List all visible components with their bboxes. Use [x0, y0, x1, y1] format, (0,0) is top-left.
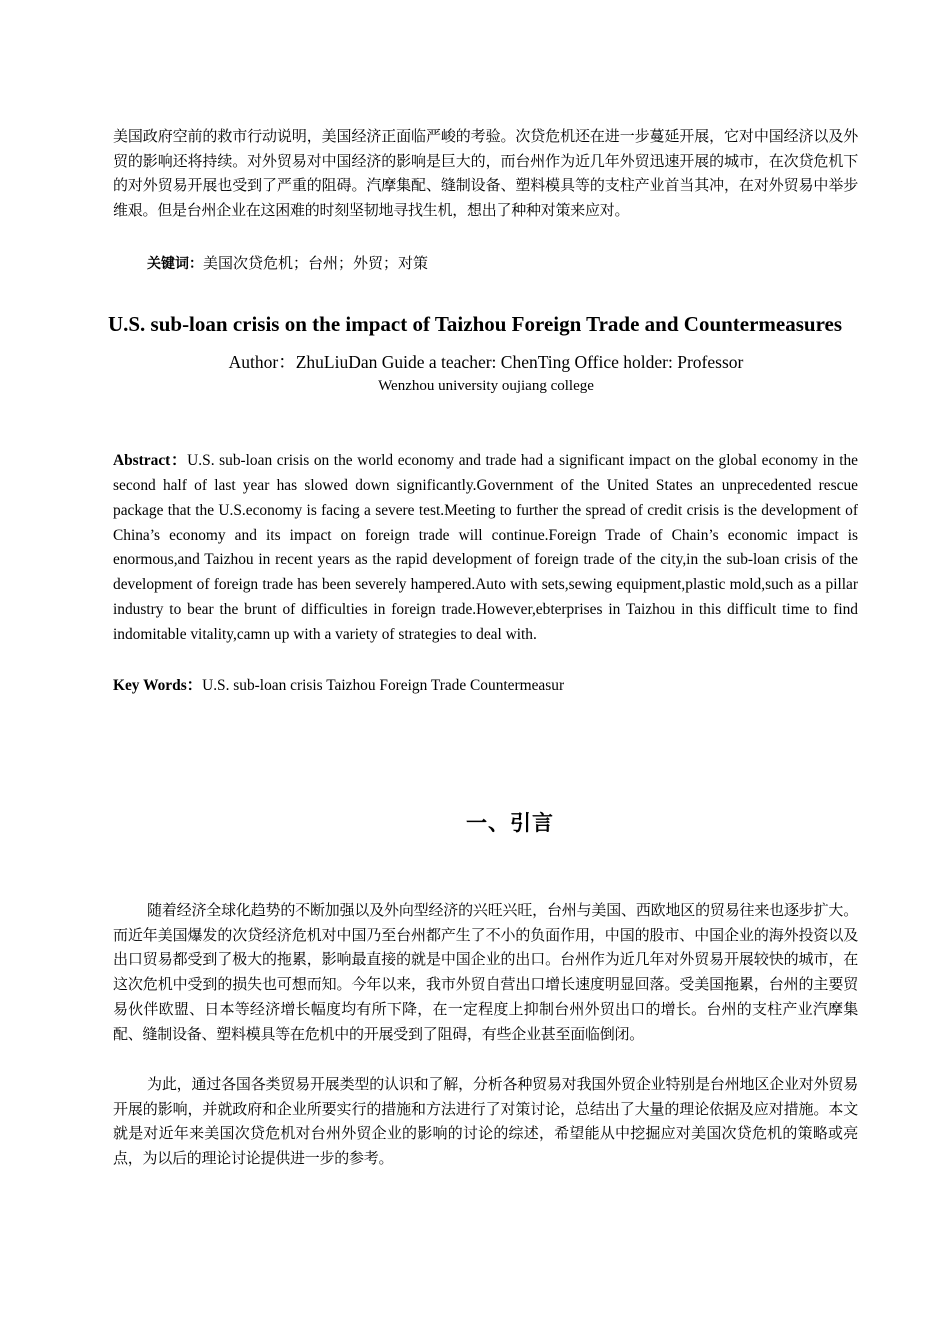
english-abstract [113, 449, 858, 648]
chinese-keywords-label: 关键词： [147, 256, 203, 272]
english-author-line: Author：ZhuLiuDan Guide a teacher: ChenTing Office holder: Professor [228, 352, 744, 372]
intro-paragraph-2: 为此，通过各国各类贸易开展类型的认识和了解，分析各种贸易对我国外贸企业特别是台州地区企业对外贸易开展的影响，并就政府和企业所要实行的措施和方法进行了对策讨论，总结出了大量的理论依据及应对措施。本文就是对近年来美国次贷危机对台州外贸企业的影响的讨论的综述，希望能从中挖掘应对美国次贷危机的策略或亮点，为以后的理论讨论提供进一步的参考。 [113, 1075, 858, 1168]
chinese-keywords [147, 251, 428, 276]
english-affiliation: Wenzhou university oujiang college [378, 378, 594, 394]
section-heading: 一、引言 [466, 811, 554, 835]
english-abstract-text: U.S. sub-loan crisis on the world economy and trade had a significant impact on the global economy in the second half of last year has slowed down significantly.Government of the United States an unprecedented rescue package that the U.S.economy is facing a severe test.Meeting to further the spread of credit crisis is the development of China’s economy and its impact on foreign trade will continue.Foreign Trade of Chain’s economic impact is enormous,and Taizhou in recent years as the rapid development of foreign trade of the city,in the sub-loan crisis of the development of foreign trade has been severely hampered.Auto with sets,sewing equipment,plastic mold,such as a pillar industry to bear the brunt of difficulties in foreign trade.However,ebterprises in Taizhou in this difficult time to find indomitable vitality,camn up with a variety of strategies to deal with. [113, 452, 858, 643]
chinese-keywords-value: 美国次贷危机；台州；外贸；对策 [203, 254, 429, 272]
english-title: U.S. sub-loan crisis on the impact of Taizhou Foreign Trade and Countermeasures [107, 312, 843, 336]
english-abstract-label: Abstract： [113, 452, 188, 469]
english-keywords [113, 674, 564, 698]
english-keywords-value: U.S. sub-loan crisis Taizhou Foreign Trade Countermeasur [202, 677, 565, 694]
intro-paragraph-1: 随着经济全球化趋势的不断加强以及外向型经济的兴旺兴旺，台州与美国、西欧地区的贸易往来也逐步扩大。而近年美国爆发的次贷经济危机对中国乃至台州都产生了不小的负面作用，中国的股市、中国企业的海外投资以及出口贸易都受到了极大的拖累，影响最直接的就是中国企业的出口。台州作为近几年对外贸易开展较快的城市，在这次危机中受到的损失也可想而知。今年以来，我市外贸自营出口增长速度明显回落。受美国拖累，台州的主要贸易伙伴欧盟、日本等经济增长幅度均有所下降，在一定程度上抑制台州外贸出口的增长。台州的支柱产业汽摩集配、缝制设备、塑料模具等在危机中的开展受到了阻碍，有些企业甚至面临倒闭。 [113, 901, 858, 1043]
chinese-abstract-continuation: 美国政府空前的救市行动说明，美国经济正面临严峻的考验。次贷危机还在进一步蔓延开展，它对中国经济以及外贸的影响还将持续。对外贸易对中国经济的影响是巨大的，而台州作为近几年外贸迅速开展的城市，在次贷危机下的对外贸易开展也受到了严重的阻碍。汽摩集配、缝制设备、塑料模具等的支柱产业首当其冲，在对外贸易中举步维艰。但是台州企业在这困难的时刻坚韧地寻找生机，想出了种种对策来应对。 [113, 127, 858, 220]
english-keywords-label: Key Words： [113, 677, 203, 694]
